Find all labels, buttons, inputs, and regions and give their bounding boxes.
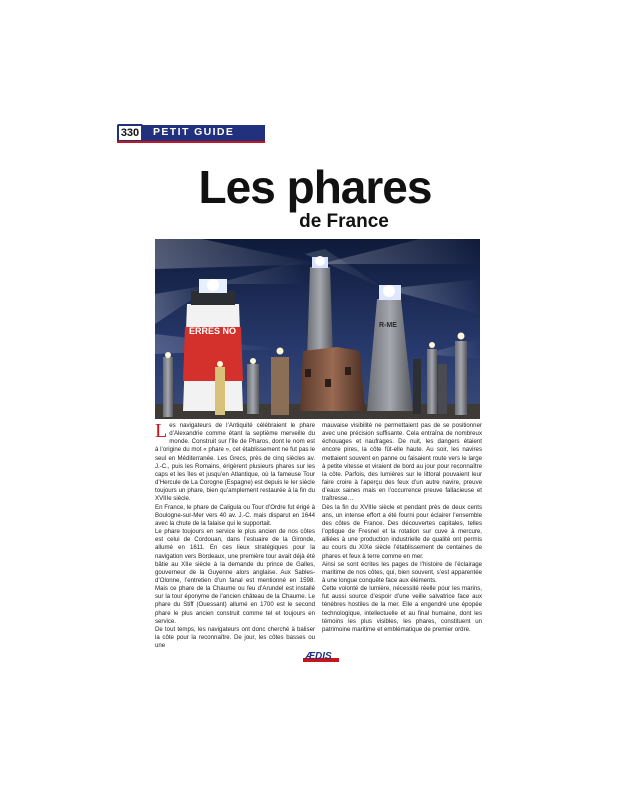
- paragraph: es navigateurs de l’Antiquité célébraient le phare d’Alexandrie comme étant la septième merveille du monde. Construit sur l’île de Pharos, dont le nom est à l’origine du mot « phare », cet établissement ne fut pas le seul en Méditerranée. Les Grecs, près de cinq siècles av. J.-C., puis les Romains, érigèrent plusieurs phares sur les caps et les îles et jusqu’en Atlantique, où la fameuse Tour d’Hercule de La Corogne (Espagne) est depuis le Ier siècle toujours un phare, bien qu’amplement restaurée à la fin du XVIIIe siècle.: [155, 422, 315, 503]
- page-title: Les phares: [198, 161, 432, 213]
- paragraph: mauvaise visibilité ne permettaient pas de se positionner avec une précision suffisante. Cela entraîna de nombreux échouages et naufrages. De nuit, les dangers étaient encore pires, la côte fût-elle haute. Au soir, les navires mettaient souvent en panne ou faisaient route vers le large à petite vitesse et viraient de bord au jour pour reconnaître la côte. Parfois, des lumières sur le littoral pouvaient leur faire croire à l’aperçu des feux d’un autre navire, preuve d’eaux saines mais en l’occurrence preuve fallacieuse et traîtresse…: [322, 422, 482, 503]
- paragraph: De tout temps, les navigateurs ont donc cherché à baliser la côte pour la reconnaître. De jour, les côtes basses ou une: [155, 625, 315, 650]
- publisher-name: ÆDIS: [305, 651, 332, 662]
- text-column-right: [322, 422, 482, 634]
- paragraph: Le phare toujours en service le plus ancien de nos côtes est celui de Cordouan, dans l’estuaire de la Gironde, allumé en 1611. En ces lieux stratégiques pour la navigation vers Bordeaux, une première tour avait déjà été bâtie au XIIe siècle à la demande du prince de Galles, gouverneur de la Guyenne alors anglaise. Aux Sables-d’Olonne, l’entretien d’un fanal est mentionné en 1598. Mais ce phare de la Chaume ou feu d’Arundel est installé sur la tour éponyme de l’ancien château de la Chaume. Le phare du Stiff (Ouessant) allumé en 1700 est le second phare le plus ancien construit comme tel et toujours en service.: [155, 528, 315, 625]
- series-rule: [117, 141, 265, 143]
- paragraph: Cette volonté de lumière, nécessité réelle pour les marins, fut aussi source d’espoir d’une veille salvatrice face aux ténèbres hostiles de la mer. Elle a engendré une épopée technologique, intellectuelle et au final humaine, dont les témoins les plus visibles, les phares, constituent un patrimoine maritime et emblématique de premier ordre.: [322, 585, 482, 633]
- lighthouses-illustration: [155, 239, 480, 419]
- series-name: PETIT GUIDE: [153, 126, 235, 138]
- cover-photo: [155, 239, 480, 419]
- paragraph: Ainsi se sont écrites les pages de l’histoire de l’éclairage maritime de nos côtes, qui, bien souvent, s’est apparentée à une longue conquête face aux éléments.: [322, 560, 482, 584]
- paragraph: Dès la fin du XVIIIe siècle et pendant près de deux cents ans, un intense effort a été fourni pour éclairer l’ensemble des côtes de France. Des découvertes capitales, telles l’optique de Fresnel et la rotation sur cuve à mercure, alliées à une production industrielle de qualité ont permis au cours du XIXe siècle l’établissement de centaines de phares et feux à terre comme en mer.: [322, 503, 482, 560]
- page-subtitle: de France: [299, 211, 389, 232]
- text-column-left: [155, 422, 315, 650]
- series-number: 330: [117, 124, 143, 142]
- dropcap: L: [155, 420, 168, 442]
- publisher-logo: [303, 649, 339, 662]
- lighthouse-sign-right: R-ME: [379, 322, 397, 329]
- lighthouse-sign-left: ERRES NO: [189, 326, 237, 336]
- paragraph: En France, le phare de Caligula ou Tour d’Ordre fut érigé à Boulogne-sur-Mer vers 40 av. J.-C. mais disparut en 1644 avec la chute de la falaise qui le supportait.: [155, 503, 315, 527]
- series-band: [117, 125, 265, 141]
